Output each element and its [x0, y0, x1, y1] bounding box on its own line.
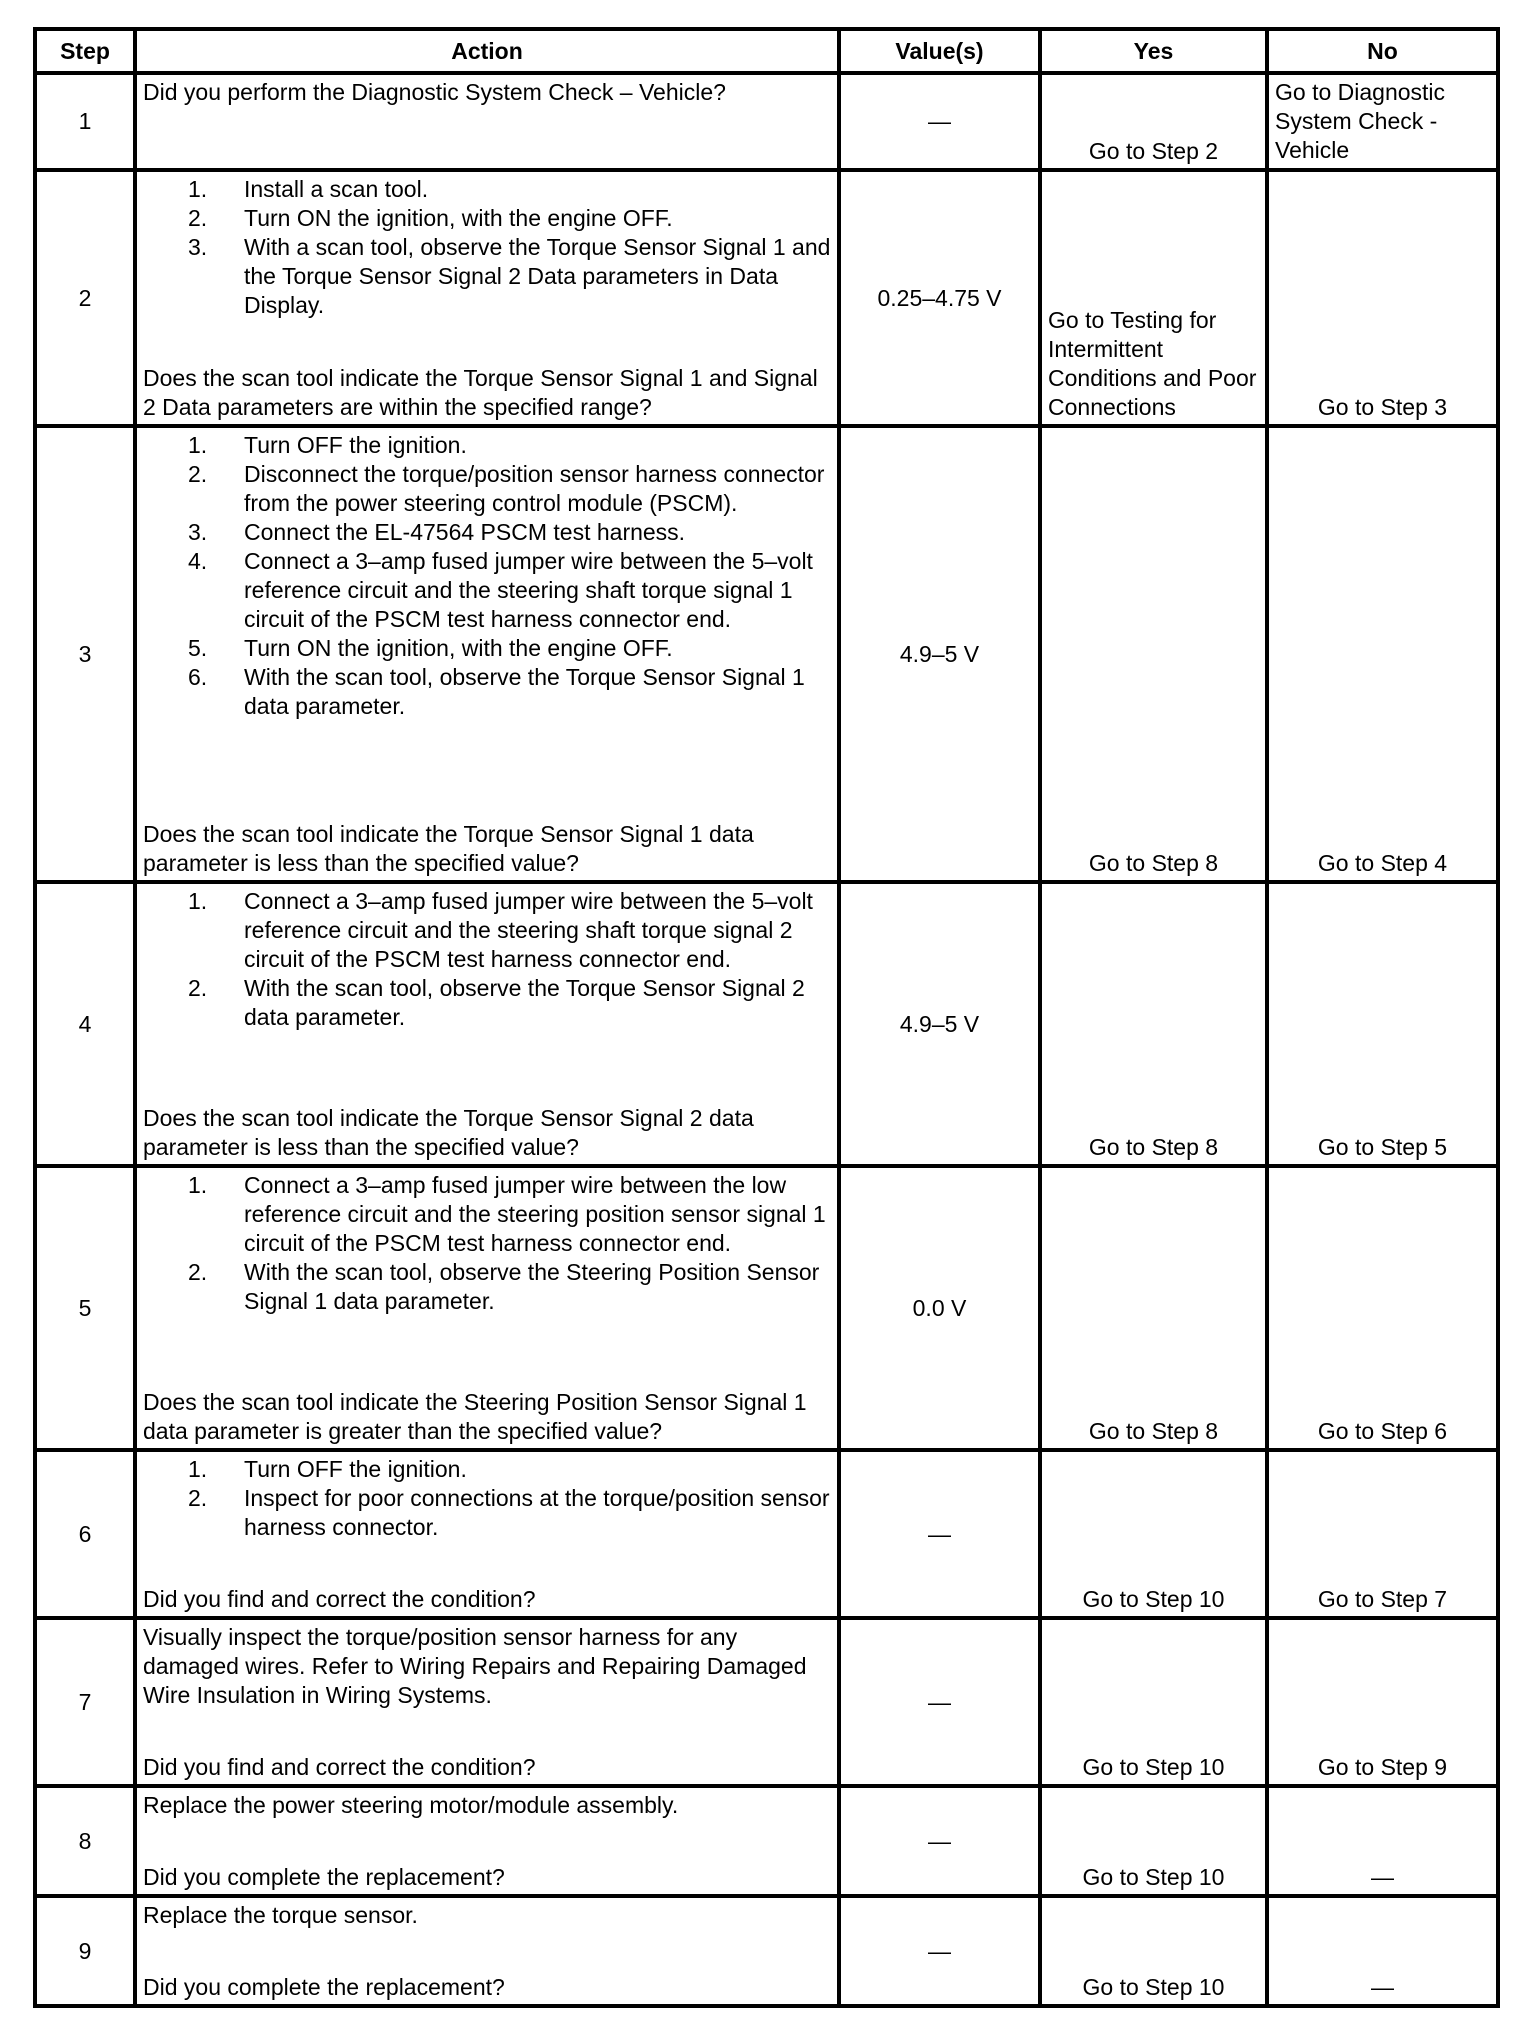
- no-cell: Go to Diagnostic System Check - Vehicle: [1267, 73, 1498, 170]
- table-body: [35, 73, 1498, 2006]
- table-row: [35, 1786, 1498, 1896]
- list-item: [188, 974, 831, 1032]
- value-cell: —: [839, 1896, 1040, 2006]
- step-cell: 5: [35, 1166, 135, 1450]
- list-number: 2.: [188, 1259, 208, 1285]
- action-question: Does the scan tool indicate the Torque Sensor Signal 1 data parameter is less than the specified value?: [143, 821, 754, 876]
- header-step: Step: [35, 29, 135, 73]
- action-cell: [135, 73, 839, 170]
- action-text: Did you perform the Diagnostic System Check – Vehicle?: [143, 79, 726, 105]
- list-item: [188, 547, 831, 634]
- no-cell: Go to Step 4: [1267, 426, 1498, 882]
- list-number: 3.: [188, 519, 208, 545]
- list-item: [188, 1171, 831, 1258]
- list-item-text: With the scan tool, observe the Torque Sensor Signal 2 data parameter.: [244, 975, 805, 1030]
- list-item: [188, 887, 831, 974]
- action-cell: [135, 426, 839, 882]
- action-cell: [135, 1166, 839, 1450]
- header-action: Action: [135, 29, 839, 73]
- list-item: [188, 1455, 831, 1484]
- list-item-text: Connect a 3–amp fused jumper wire between the 5–volt reference circuit and the steering shaft torque signal 2 circuit of the PSCM test harness connector end.: [244, 888, 813, 972]
- list-item: [188, 518, 831, 547]
- yes-cell: Go to Step 10: [1040, 1896, 1267, 2006]
- action-steps: [143, 431, 831, 721]
- action-question: Did you complete the replacement?: [143, 1974, 505, 2000]
- list-item: [188, 1484, 831, 1542]
- list-item-text: Turn ON the ignition, with the engine OFF.: [244, 635, 673, 661]
- list-number: 2.: [188, 205, 208, 231]
- no-cell: Go to Step 7: [1267, 1450, 1498, 1618]
- diagnostic-table: [33, 27, 1500, 2008]
- action-question: Does the scan tool indicate the Steering Position Sensor Signal 1 data parameter is greater than the specified value?: [143, 1389, 807, 1444]
- value-cell: —: [839, 1786, 1040, 1896]
- list-number: 2.: [188, 1485, 208, 1511]
- value-cell: 0.0 V: [839, 1166, 1040, 1450]
- action-cell: [135, 1786, 839, 1896]
- list-item-text: Turn ON the ignition, with the engine OFF.: [244, 205, 673, 231]
- no-cell: —: [1267, 1786, 1498, 1896]
- header-row: [35, 29, 1498, 73]
- list-item-text: Turn OFF the ignition.: [244, 1456, 467, 1482]
- action-steps: [143, 887, 831, 1032]
- action-cell: [135, 1450, 839, 1618]
- step-cell: 7: [35, 1618, 135, 1786]
- table-row: [35, 1450, 1498, 1618]
- action-text: Replace the power steering motor/module assembly.: [143, 1792, 679, 1818]
- list-number: 5.: [188, 635, 208, 661]
- list-item-text: Connect the EL-47564 PSCM test harness.: [244, 519, 686, 545]
- list-item: [188, 460, 831, 518]
- step-cell: 8: [35, 1786, 135, 1896]
- action-cell: [135, 1896, 839, 2006]
- list-item: [188, 204, 831, 233]
- action-steps: [143, 1455, 831, 1542]
- list-item: [188, 175, 831, 204]
- table-row: [35, 426, 1498, 882]
- yes-cell: Go to Step 8: [1040, 882, 1267, 1166]
- value-cell: —: [839, 73, 1040, 170]
- list-number: 1.: [188, 1456, 208, 1482]
- list-item-text: With a scan tool, observe the Torque Sensor Signal 1 and the Torque Sensor Signal 2 Data parameters in Data Display.: [244, 234, 831, 318]
- yes-cell: Go to Step 10: [1040, 1618, 1267, 1786]
- action-cell: [135, 882, 839, 1166]
- list-item: [188, 1258, 831, 1316]
- action-steps: [143, 175, 831, 320]
- list-item: [188, 233, 831, 320]
- table-row: [35, 882, 1498, 1166]
- list-number: 1.: [188, 888, 208, 914]
- list-item: [188, 431, 831, 460]
- list-item-text: Install a scan tool.: [244, 176, 429, 202]
- action-steps: [143, 1171, 831, 1316]
- no-cell: Go to Step 5: [1267, 882, 1498, 1166]
- step-cell: 6: [35, 1450, 135, 1618]
- header-yes: Yes: [1040, 29, 1267, 73]
- list-number: 6.: [188, 664, 208, 690]
- action-text: Replace the torque sensor.: [143, 1902, 418, 1928]
- list-item: [188, 663, 831, 721]
- list-item: [188, 634, 831, 663]
- yes-cell: Go to Step 2: [1040, 73, 1267, 170]
- no-cell: Go to Step 6: [1267, 1166, 1498, 1450]
- list-item-text: Disconnect the torque/position sensor harness connector from the power steering control module (PSCM).: [244, 461, 825, 516]
- list-item-text: Connect a 3–amp fused jumper wire between the low reference circuit and the steering position sensor signal 1 circuit of the PSCM test harness connector end.: [244, 1172, 826, 1256]
- table-row: [35, 1896, 1498, 2006]
- step-cell: 9: [35, 1896, 135, 2006]
- value-cell: 4.9–5 V: [839, 882, 1040, 1166]
- list-number: 4.: [188, 548, 208, 574]
- table-row: [35, 73, 1498, 170]
- value-cell: 0.25–4.75 V: [839, 170, 1040, 426]
- action-question: Did you complete the replacement?: [143, 1864, 505, 1890]
- step-cell: 3: [35, 426, 135, 882]
- yes-cell: Go to Testing for Intermittent Conditions and Poor Connections: [1040, 170, 1267, 426]
- table-row: [35, 1618, 1498, 1786]
- yes-cell: Go to Step 8: [1040, 1166, 1267, 1450]
- action-question: Did you find and correct the condition?: [143, 1586, 536, 1612]
- list-number: 2.: [188, 461, 208, 487]
- table-row: [35, 1166, 1498, 1450]
- action-cell: [135, 1618, 839, 1786]
- list-item-text: Connect a 3–amp fused jumper wire between the 5–volt reference circuit and the steering shaft torque signal 1 circuit of the PSCM test harness connector end.: [244, 548, 813, 632]
- list-number: 1.: [188, 176, 208, 202]
- value-cell: —: [839, 1450, 1040, 1618]
- action-question: Does the scan tool indicate the Torque Sensor Signal 1 and Signal 2 Data parameters are within the specified range?: [143, 365, 818, 420]
- value-cell: 4.9–5 V: [839, 426, 1040, 882]
- header-values: Value(s): [839, 29, 1040, 73]
- no-cell: —: [1267, 1896, 1498, 2006]
- header-no: No: [1267, 29, 1498, 73]
- no-cell: Go to Step 9: [1267, 1618, 1498, 1786]
- step-cell: 2: [35, 170, 135, 426]
- value-cell: —: [839, 1618, 1040, 1786]
- action-text: Visually inspect the torque/position sensor harness for any damaged wires. Refer to Wiring Repairs and Repairing Damaged Wire Insulation in Wiring Systems.: [143, 1624, 807, 1708]
- list-item-text: Inspect for poor connections at the torque/position sensor harness connector.: [244, 1485, 830, 1540]
- list-item-text: With the scan tool, observe the Steering Position Sensor Signal 1 data parameter.: [244, 1259, 820, 1314]
- action-question: Does the scan tool indicate the Torque Sensor Signal 2 data parameter is less than the specified value?: [143, 1105, 754, 1160]
- list-number: 1.: [188, 1172, 208, 1198]
- list-number: 2.: [188, 975, 208, 1001]
- no-cell: Go to Step 3: [1267, 170, 1498, 426]
- list-number: 1.: [188, 432, 208, 458]
- yes-cell: Go to Step 8: [1040, 426, 1267, 882]
- step-cell: 1: [35, 73, 135, 170]
- list-item-text: Turn OFF the ignition.: [244, 432, 467, 458]
- action-cell: [135, 170, 839, 426]
- list-number: 3.: [188, 234, 208, 260]
- table-row: [35, 170, 1498, 426]
- action-question: Did you find and correct the condition?: [143, 1754, 536, 1780]
- yes-cell: Go to Step 10: [1040, 1450, 1267, 1618]
- yes-cell: Go to Step 10: [1040, 1786, 1267, 1896]
- list-item-text: With the scan tool, observe the Torque Sensor Signal 1 data parameter.: [244, 664, 805, 719]
- step-cell: 4: [35, 882, 135, 1166]
